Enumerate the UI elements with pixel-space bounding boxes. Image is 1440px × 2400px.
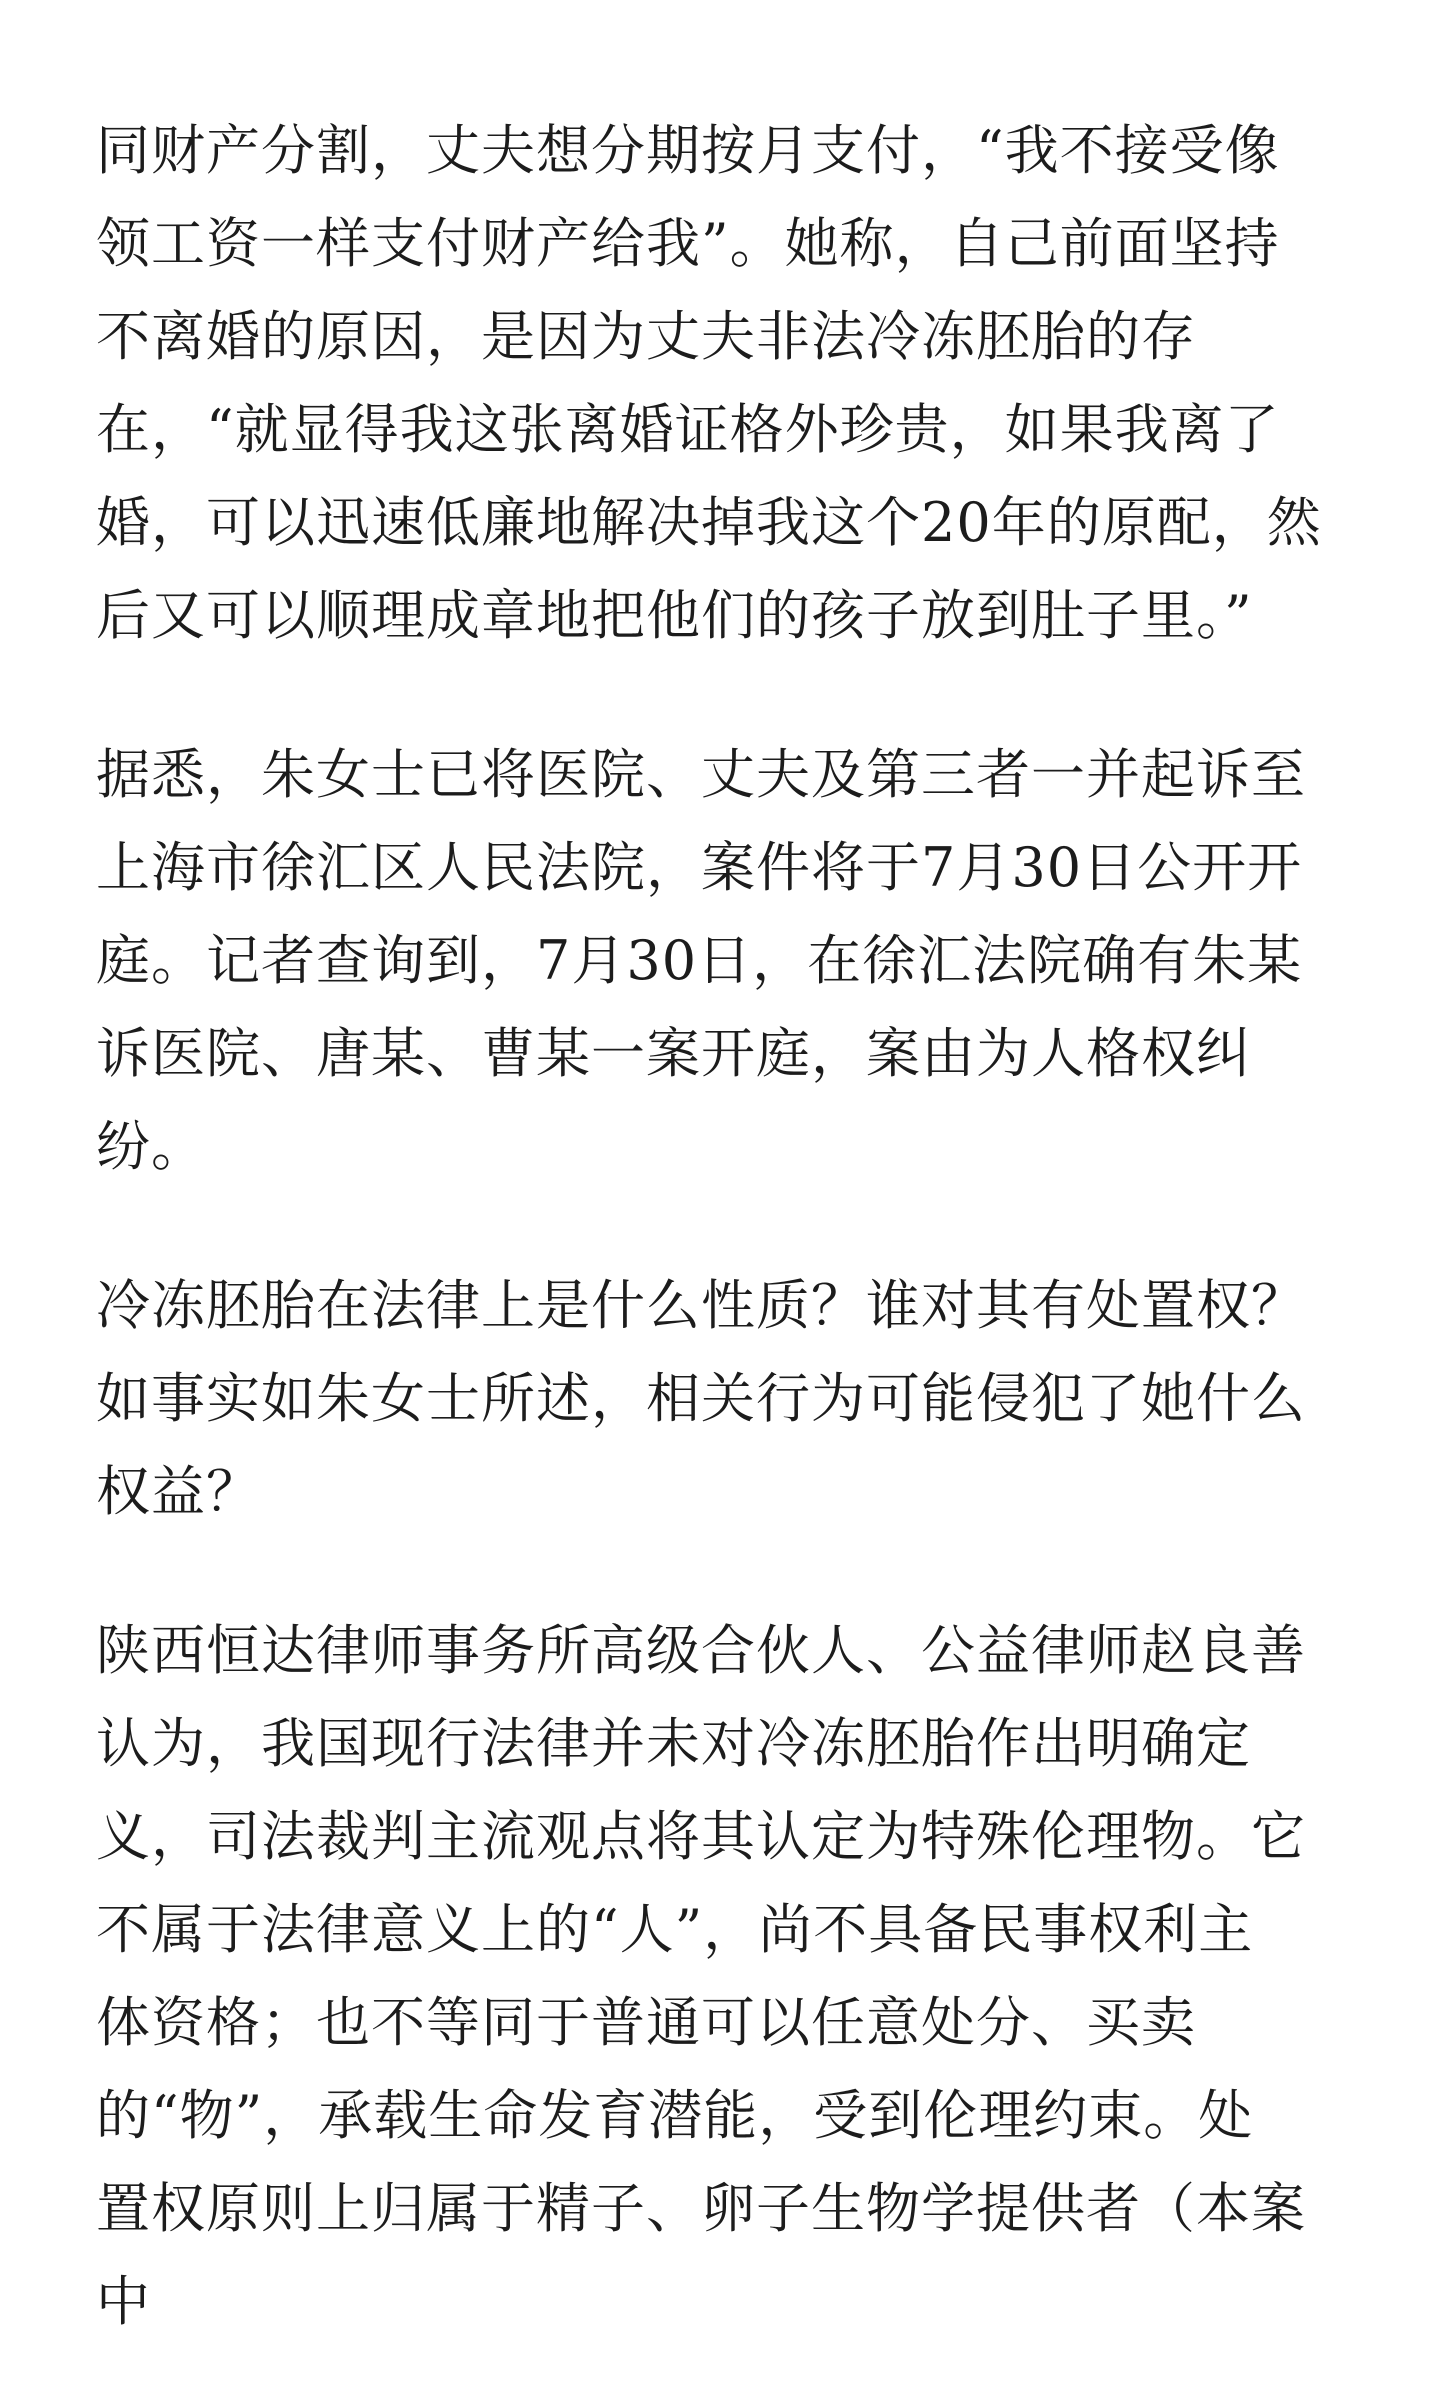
text-line: 权益？ xyxy=(96,1460,261,1523)
text-line: 置权原则上归属于精子、卵子生物学提供者（本案 xyxy=(96,2177,1306,2240)
text-line: 不属于法律意义上的“人”，尚不具备民事权利主 xyxy=(96,1898,1254,1961)
text-line: 如事实如朱女士所述，相关行为可能侵犯了她什么 xyxy=(96,1367,1306,1430)
text-line: 领工资一样支付财产给我”。她称，自己前面坚持 xyxy=(96,212,1280,275)
text-line: 的“物”，承载生命发育潜能，受到伦理约束。处 xyxy=(96,2084,1254,2147)
text-line: 不离婚的原因，是因为丈夫非法冷冻胚胎的存 xyxy=(96,305,1196,368)
text-line: 陕西恒达律师事务所高级合伙人、公益律师赵良善 xyxy=(96,1619,1306,1682)
paragraph-question xyxy=(96,1259,1440,1538)
text-line: 诉医院、唐某、曹某一案开庭，案由为人格权纠 xyxy=(96,1022,1251,1085)
paragraph-lawyer-opinion xyxy=(96,1604,1440,2348)
text-line: 据悉，朱女士已将医院、丈夫及第三者一并起诉至 xyxy=(96,743,1306,806)
text-line: 同财产分割，丈夫想分期按月支付，“我不接受像 xyxy=(96,119,1280,182)
text-line: 义，司法裁判主流观点将其认定为特殊伦理物。它 xyxy=(96,1805,1306,1868)
text-line: 庭。记者查询到，7月30日，在徐汇法院确有朱某 xyxy=(96,929,1303,992)
paragraph-lawsuit xyxy=(96,728,1440,1193)
text-line: 体资格；也不等同于普通可以任意处分、买卖 xyxy=(96,1991,1196,2054)
text-line: 纷。 xyxy=(96,1115,206,1178)
text-line: 认为，我国现行法律并未对冷冻胚胎作出明确定 xyxy=(96,1712,1251,1775)
text-line: 婚，可以迅速低廉地解决掉我这个20年的原配，然 xyxy=(96,491,1322,554)
paragraph-property-division xyxy=(96,104,1440,662)
text-line: 上海市徐汇区人民法院，案件将于7月30日公开开 xyxy=(96,836,1303,899)
text-line: 冷冻胚胎在法律上是什么性质？谁对其有处置权？ xyxy=(96,1274,1306,1337)
text-line: 中 xyxy=(96,2270,151,2333)
text-line: 后又可以顺理成章地把他们的孩子放到肚子里。” xyxy=(96,584,1253,647)
text-line: 在，“就显得我这张离婚证格外珍贵，如果我离了 xyxy=(96,398,1280,461)
